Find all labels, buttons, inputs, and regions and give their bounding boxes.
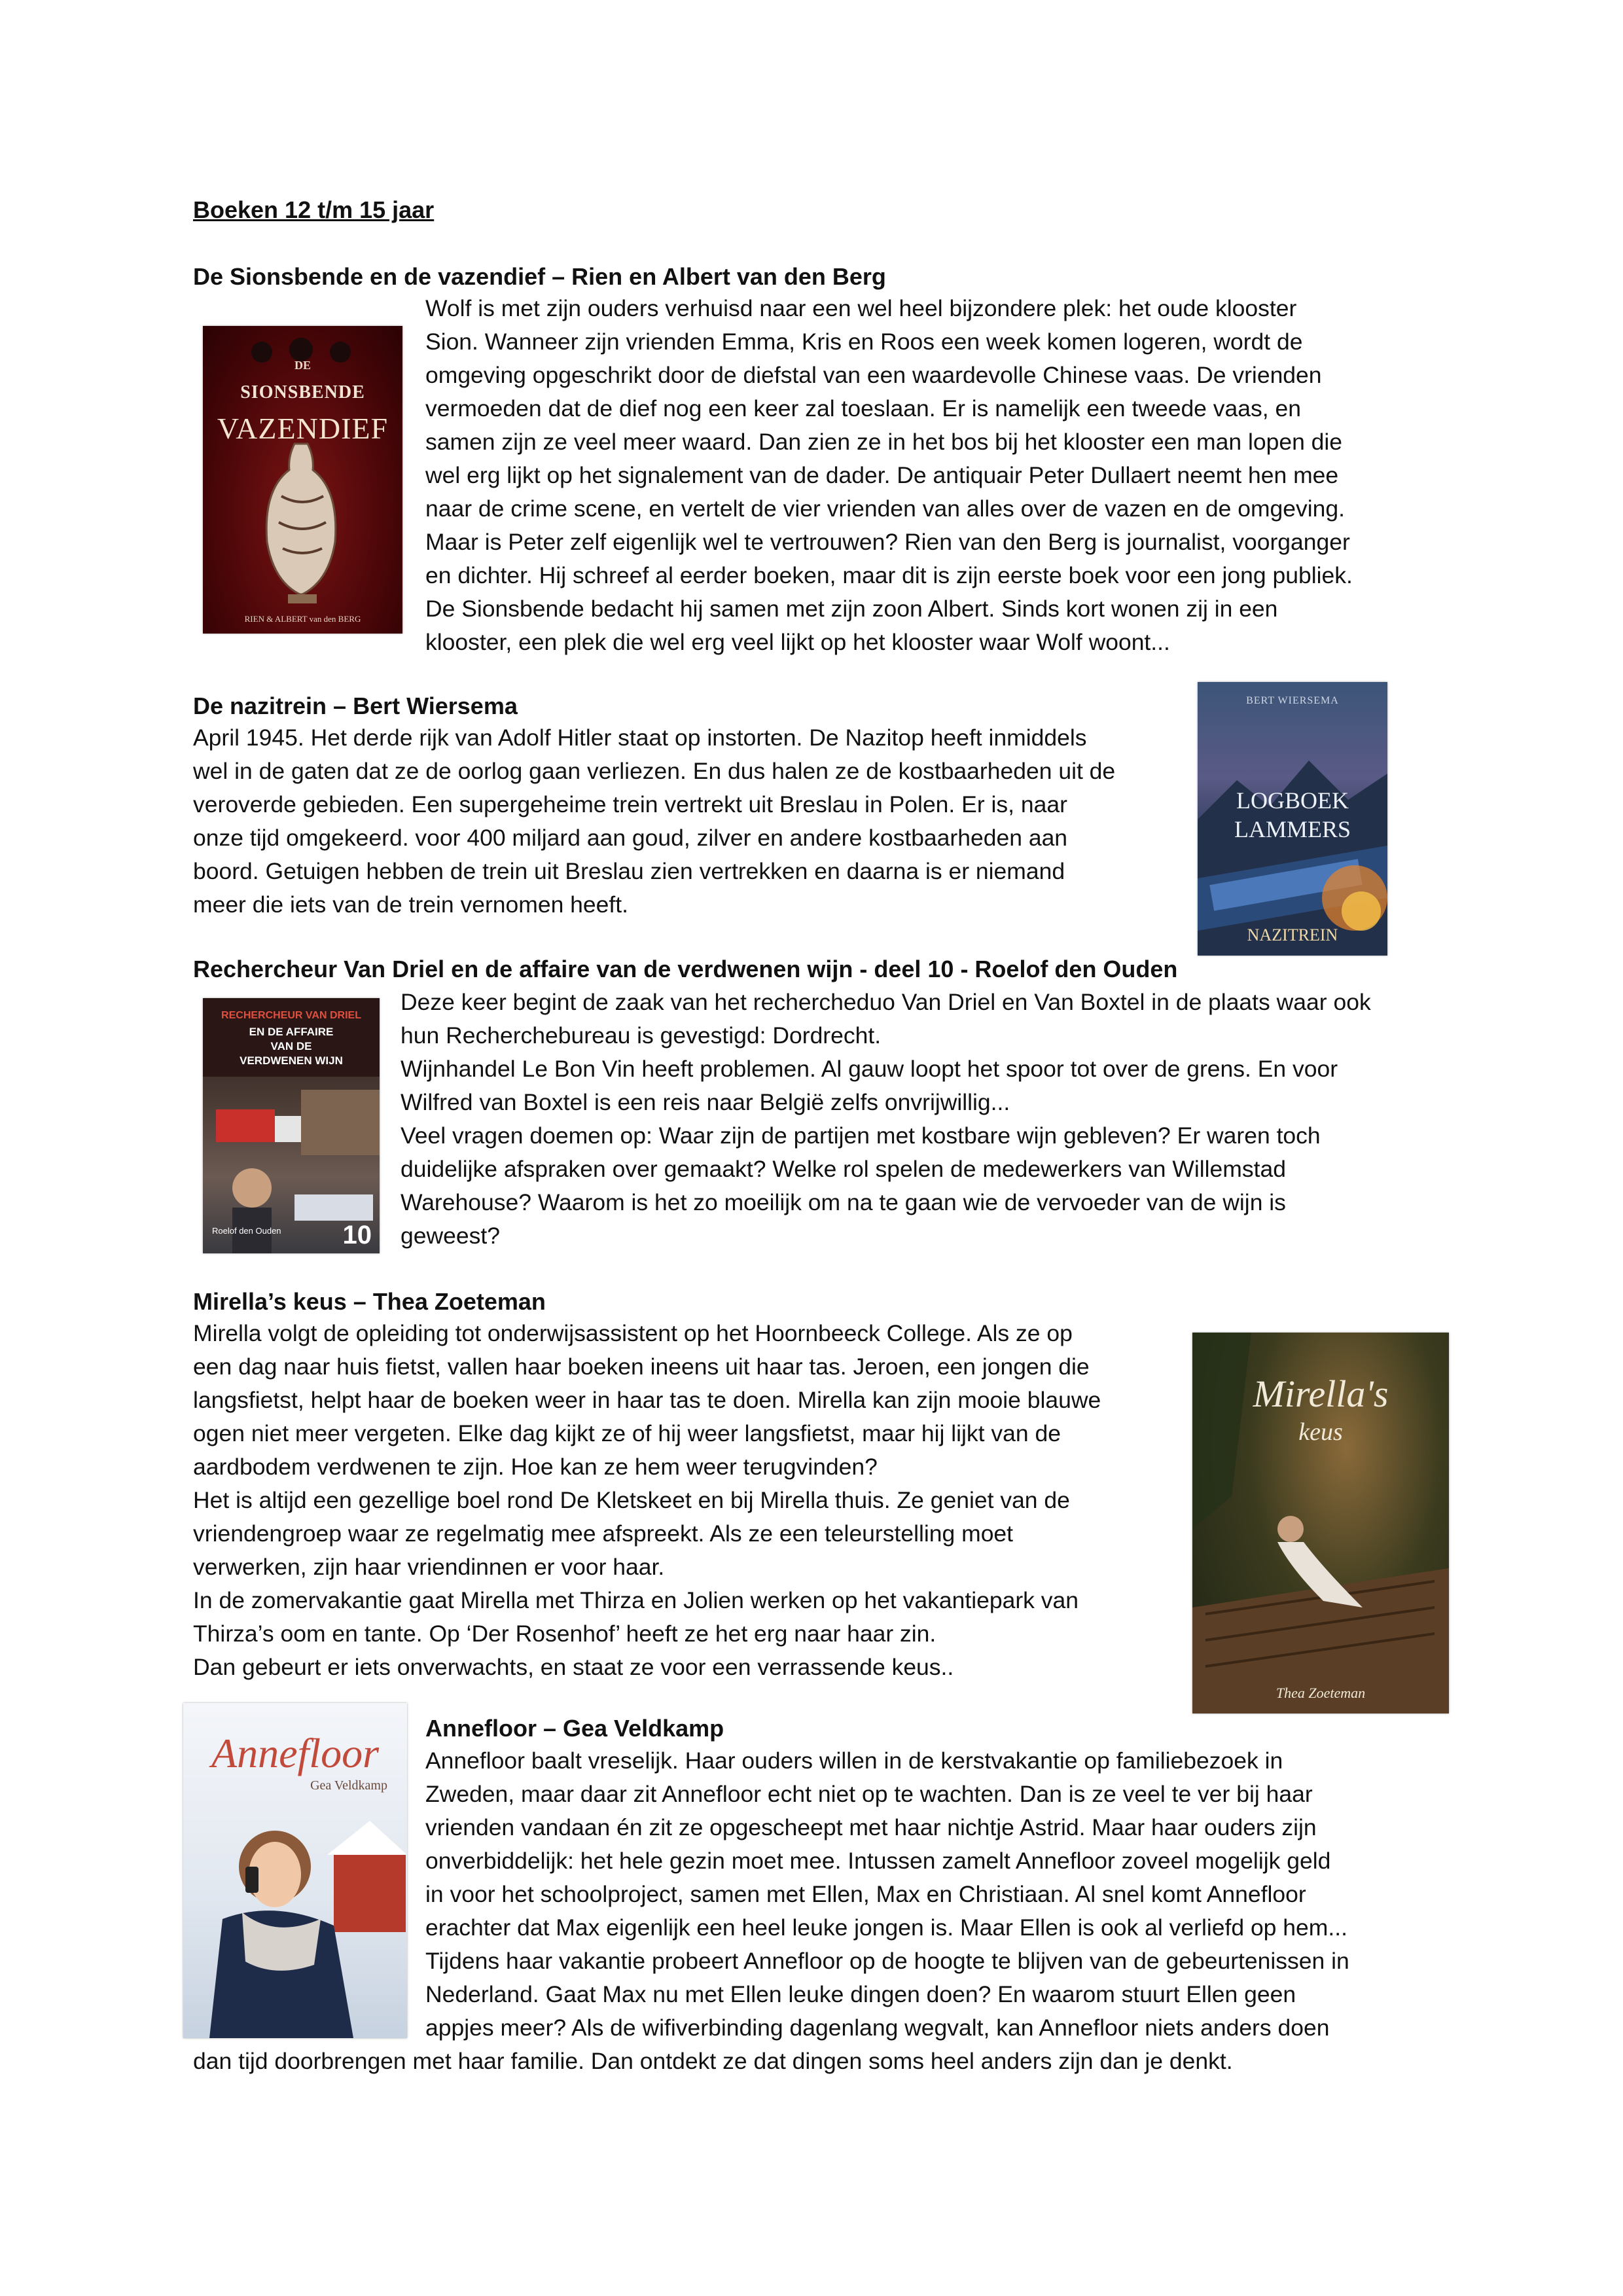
text-line: Sion. Wanneer zijn vrienden Emma, Kris en Roos een week komen logeren, wordt de: [425, 329, 1303, 355]
book-cover-vazendief: [203, 326, 402, 634]
text-line: dan tijd doorbrengen met haar familie. Dan ontdekt ze dat dingen soms heel anders zijn dan je denkt.: [193, 2048, 1233, 2074]
text-line: Annefloor baalt vreselijk. Haar ouders willen in de kerstvakantie op familiebezoek in: [425, 1748, 1283, 1774]
cover-series: SIONSBENDE: [240, 382, 365, 403]
cover-main-title: Mirella's: [1253, 1372, 1389, 1415]
cover-main-title: keus: [1298, 1418, 1343, 1446]
book-title: Annefloor – Gea Veldkamp: [425, 1715, 724, 1742]
cover-main-title: LOGBOEK: [1236, 787, 1349, 814]
text-line: boord. Getuigen hebben de trein uit Breslau zien vertrekken en daarna is er niemand: [193, 858, 1065, 884]
cover-series: RECHERCHEUR VAN DRIEL: [221, 1010, 361, 1021]
book-cover-mirellas-keus: [1192, 1333, 1449, 1713]
book-title: De nazitrein – Bert Wiersema: [193, 692, 518, 719]
text-line: samen zijn ze veel meer waard. Dan zien ze in het bos bij het klooster een man lopen die: [425, 429, 1343, 455]
text-line: Wolf is met zijn ouders verhuisd naar een wel heel bijzondere plek: het oude klooster: [425, 295, 1297, 321]
cover-top-text: DE: [294, 359, 311, 372]
text-line: vriendengroep waar ze regelmatig mee afspreekt. Als ze een teleurstelling moet: [193, 1520, 1014, 1547]
text-line: ogen niet meer vergeten. Elke dag kijkt ze of hij weer langsfietst, maar hij lijkt van de: [193, 1420, 1061, 1446]
text-line: Deze keer begint de zaak van het rechercheduo Van Driel en Van Boxtel in de plaats waar ook: [401, 989, 1371, 1015]
book-cover-nazitrein: [1198, 682, 1387, 956]
book-description: [425, 292, 1353, 659]
text-line: meer die iets van de trein vernomen heeft.: [193, 891, 629, 918]
cover-volume-number: 10: [342, 1221, 372, 1249]
cover-main-title: VAN DE: [270, 1040, 312, 1052]
text-line: onverbiddelijk: het hele gezin moet mee. Intussen zamelt Annefloor zoveel mogelijk geld: [425, 1848, 1331, 1874]
book-title: De Sionsbende en de vazendief – Rien en Albert van den Berg: [193, 263, 886, 290]
cover-main-title: VERDWENEN WIJN: [240, 1054, 343, 1067]
book-description-last-line: [193, 2045, 1233, 2078]
text-line: geweest?: [401, 1223, 500, 1249]
text-line: in voor het schoolproject, samen met Ellen, Max en Christiaan. Al snel komt Annefloor: [425, 1881, 1306, 1907]
text-line: verwerken, zijn haar vriendinnen er voor haar.: [193, 1554, 665, 1580]
text-line: onze tijd omgekeerd. voor 400 miljard aan goud, zilver en andere kostbaarheden aan: [193, 825, 1068, 851]
text-line: en dichter. Hij schreef al eerder boeken, maar dit is zijn eerste boek voor een jong publiek.: [425, 562, 1353, 588]
cover-author: Thea Zoeteman: [1275, 1685, 1366, 1701]
text-line: Thirza’s oom en tante. Op ‘Der Rosenhof’ heeft ze het erg naar haar zin.: [193, 1621, 936, 1647]
text-line: Nederland. Gaat Max nu met Ellen leuke dingen doen? En waarom stuurt Ellen geen: [425, 1981, 1296, 2007]
text-line: April 1945. Het derde rijk van Adolf Hitler staat op instorten. De Nazitop heeft inmiddels: [193, 725, 1087, 751]
text-line: langsfietst, helpt haar de boeken weer in haar tas te doen. Mirella kan zijn mooie blauwe: [193, 1387, 1101, 1413]
cover-subtitle: NAZITREIN: [1247, 925, 1338, 944]
text-line: Veel vragen doemen op: Waar zijn de partijen met kostbare wijn gebleven? Er waren toch: [401, 1122, 1321, 1149]
text-line: omgeving opgeschrikt door de diefstal van een waardevolle Chinese vaas. De vrienden: [425, 362, 1322, 388]
text-line: duidelijke afspraken over gemaakt? Welke rol spelen de medewerkers van Willemstad: [401, 1156, 1286, 1182]
text-line: appjes meer? Als de wifiverbinding dagenlang wegvalt, kan Annefloor niets anders doen: [425, 2015, 1330, 2041]
text-line: Wijnhandel Le Bon Vin heeft problemen. Al gauw loopt het spoor tot over de grens. En voor: [401, 1056, 1338, 1082]
cover-author: RIEN & ALBERT van den BERG: [244, 614, 361, 624]
text-line: erachter dat Max eigenlijk een heel leuke jongen is. Maar Ellen is ook al verliefd op hem...: [425, 1914, 1347, 1941]
text-line: aardbodem verdwenen te zijn. Hoe kan ze hem weer terugvinden?: [193, 1454, 878, 1480]
text-line: De Sionsbende bedacht hij samen met zijn zoon Albert. Sinds kort wonen zij in een: [425, 596, 1278, 622]
text-line: Het is altijd een gezellige boel rond De Kletskeet en bij Mirella thuis. Ze geniet van de: [193, 1487, 1070, 1513]
cover-main-title: Annefloor: [211, 1730, 379, 1776]
text-line: een dag naar huis fietst, vallen haar boeken ineens uit haar tas. Jeroen, een jongen die: [193, 1354, 1090, 1380]
text-line: Maar is Peter zelf eigenlijk wel te vertrouwen? Rien van den Berg is journalist, voorganger: [425, 529, 1350, 555]
book-cover-annefloor: [183, 1703, 407, 2038]
cover-main-title: LAMMERS: [1234, 816, 1351, 842]
text-line: In de zomervakantie gaat Mirella met Thirza en Jolien werken op het vakantiepark van: [193, 1587, 1079, 1613]
text-line: vrienden vandaan én zit ze opgescheept met haar nichtje Astrid. Maar haar ouders zijn: [425, 1814, 1317, 1840]
text-line: Dan gebeurt er iets onverwachts, en staat ze voor een verrassende keus..: [193, 1654, 954, 1680]
book-description: [193, 721, 1115, 922]
book-cover-verdwenen-wijn: [203, 998, 380, 1253]
text-line: wel in de gaten dat ze de oorlog gaan verliezen. En dus halen ze de kostbaarheden uit de: [193, 758, 1116, 784]
cover-author: Roelof den Ouden: [212, 1226, 281, 1236]
cover-author: BERT WIERSEMA: [1246, 695, 1339, 706]
text-line: vermoeden dat de dief nog een keer zal toeslaan. Er is namelijk een tweede vaas, en: [425, 395, 1301, 422]
book-description: [401, 986, 1371, 1253]
cover-author: Gea Veldkamp: [310, 1778, 387, 1793]
text-line: klooster, een plek die wel erg veel lijkt op het klooster waar Wolf woont...: [425, 629, 1170, 655]
text-line: hun Recherchebureau is gevestigd: Dordrecht.: [401, 1022, 882, 1049]
text-line: Zweden, maar daar zit Annefloor echt niet op te wachten. Dan is ze veel te ver bij haar: [425, 1781, 1313, 1807]
text-line: Mirella volgt de opleiding tot onderwijsassistent op het Hoornbeeck College. Als ze op: [193, 1320, 1073, 1346]
text-line: Wilfred van Boxtel is een reis naar België zelfs onvrijwillig...: [401, 1089, 1010, 1115]
book-title: Rechercheur Van Driel en de affaire van de verdwenen wijn - deel 10 - Roelof den Ouden: [193, 956, 1178, 982]
text-line: wel erg lijkt op het signalement van de dader. De antiquair Peter Dullaert neemt hen mee: [425, 462, 1339, 488]
text-line: Tijdens haar vakantie probeert Annefloor op de hoogte te blijven van de gebeurtenissen in: [425, 1948, 1349, 1974]
cover-main-title: VAZENDIEF: [217, 412, 389, 445]
book-title: Mirella’s keus – Thea Zoeteman: [193, 1288, 546, 1315]
text-line: naar de crime scene, en vertelt de vier vrienden van alles over de vazen en de omgeving.: [425, 495, 1346, 522]
text-line: Warehouse? Waarom is het zo moeilijk om na te gaan wie de vervoeder van de wijn is: [401, 1189, 1286, 1215]
text-line: veroverde gebieden. Een supergeheime trein vertrekt uit Breslau in Polen. Er is, naar: [193, 791, 1067, 817]
cover-main-title: EN DE AFFAIRE: [249, 1026, 334, 1038]
book-description: [425, 1744, 1349, 2045]
book-description: [193, 1317, 1101, 1684]
page-heading: Boeken 12 t/m 15 jaar: [193, 196, 435, 223]
